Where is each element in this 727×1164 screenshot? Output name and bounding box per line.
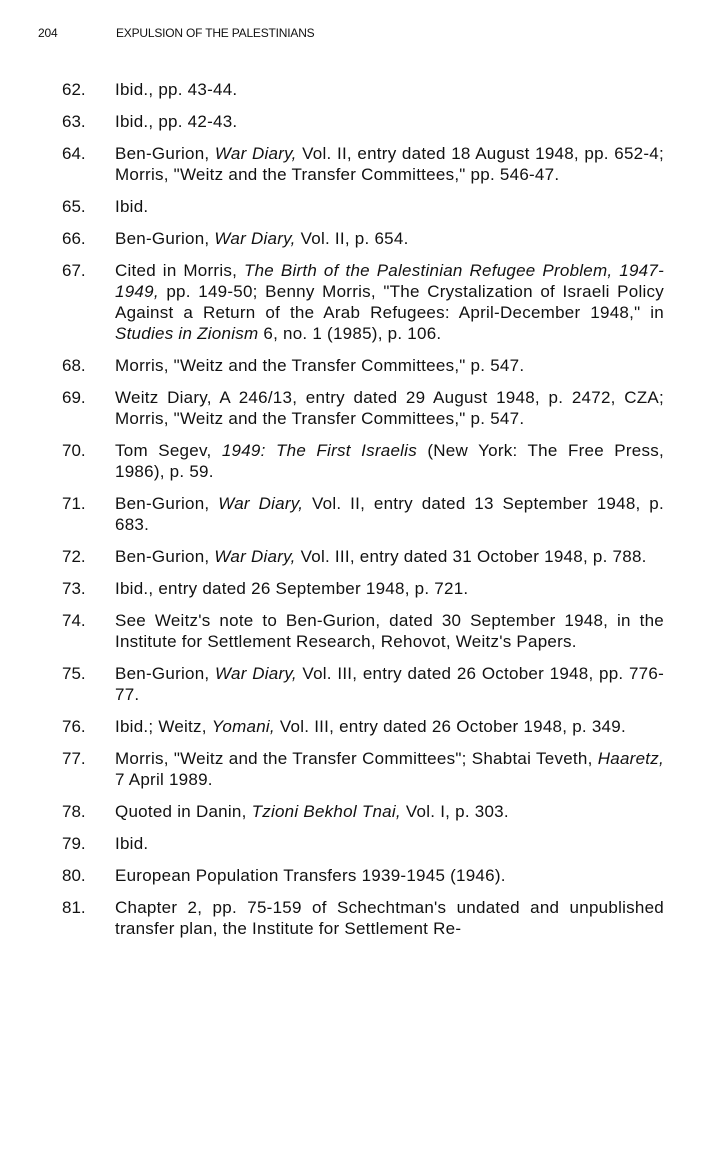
endnote-text bbox=[115, 228, 664, 249]
text-run: Tom Segev, bbox=[115, 441, 222, 460]
italic-title: Studies in Zionism bbox=[115, 324, 259, 343]
endnote bbox=[62, 663, 664, 705]
endnote bbox=[62, 228, 664, 249]
italic-title: Yomani, bbox=[211, 717, 275, 736]
text-run: Quoted in Danin, bbox=[115, 802, 252, 821]
endnote bbox=[62, 748, 664, 790]
endnote bbox=[62, 833, 664, 854]
text-run: (New York: The Free Press, 1986), p. 59. bbox=[115, 441, 664, 481]
endnote-text bbox=[115, 79, 664, 100]
text-run: pp. 149-50; Benny Morris, "The Crystalization of Israeli Policy Against a Return of the Arab Refugees: April-December 1948," in bbox=[115, 282, 664, 322]
text-run: 6, no. 1 (1985), p. 106. bbox=[258, 324, 442, 343]
endnote-text bbox=[115, 748, 664, 790]
endnote-number: 75. bbox=[62, 664, 86, 683]
text-run: Ben-Gurion, bbox=[115, 664, 215, 683]
endnote-text bbox=[115, 260, 664, 344]
italic-title: Tzioni Bekhol Tnai, bbox=[251, 802, 401, 821]
text-run: Cited in Morris, bbox=[115, 261, 244, 280]
endnote bbox=[62, 578, 664, 599]
text-run: Ibid., pp. 42-43. bbox=[115, 112, 238, 131]
endnote-number: 65. bbox=[62, 197, 86, 216]
endnote-text bbox=[115, 355, 664, 376]
endnote-number: 76. bbox=[62, 717, 86, 736]
text-run: Vol. III, entry dated 31 October 1948, p. 788. bbox=[295, 547, 647, 566]
endnote bbox=[62, 143, 664, 185]
endnote-number: 72. bbox=[62, 547, 86, 566]
endnote-text bbox=[115, 897, 664, 939]
text-run: Ben-Gurion, bbox=[115, 144, 215, 163]
endnote-text bbox=[115, 546, 664, 567]
text-run: Ibid., pp. 43-44. bbox=[115, 80, 238, 99]
text-run: See Weitz's note to Ben-Gurion, dated 30 September 1948, in the Institute for Settlement Research, Rehovot, Weitz's Papers. bbox=[115, 611, 664, 651]
text-run: Morris, "Weitz and the Transfer Committees," p. 547. bbox=[115, 356, 525, 375]
text-run: Ben-Gurion, bbox=[115, 547, 215, 566]
text-run: Ben-Gurion, bbox=[115, 229, 215, 248]
italic-title: War Diary, bbox=[218, 494, 304, 513]
text-run: Vol. I, p. 303. bbox=[400, 802, 509, 821]
endnote bbox=[62, 111, 664, 132]
endnote-text bbox=[115, 610, 664, 652]
endnote-number: 74. bbox=[62, 611, 86, 630]
endnote bbox=[62, 493, 664, 535]
endnote bbox=[62, 897, 664, 939]
text-run: Vol. III, entry dated 26 October 1948, pp. 776-77. bbox=[115, 664, 664, 704]
endnote-text bbox=[115, 196, 664, 217]
endnote bbox=[62, 716, 664, 737]
italic-title: War Diary, bbox=[214, 144, 297, 163]
endnote bbox=[62, 387, 664, 429]
endnote bbox=[62, 440, 664, 482]
endnote-number: 68. bbox=[62, 356, 86, 375]
text-run: Ibid., entry dated 26 September 1948, p. 721. bbox=[115, 579, 469, 598]
italic-title: 1949: The First Israelis bbox=[221, 441, 417, 460]
text-run: Vol. II, entry dated 13 September 1948, p. 683. bbox=[115, 494, 664, 534]
endnote-number: 63. bbox=[62, 112, 86, 131]
endnote-number: 64. bbox=[62, 144, 86, 163]
endnote-text bbox=[115, 801, 664, 822]
endnote-number: 62. bbox=[62, 80, 86, 99]
endnote-number: 78. bbox=[62, 802, 86, 821]
text-run: Morris, "Weitz and the Transfer Committees"; Shabtai Teveth, bbox=[115, 749, 598, 768]
italic-title: War Diary, bbox=[215, 664, 297, 683]
endnote-number: 77. bbox=[62, 749, 86, 768]
italic-title: War Diary, bbox=[214, 229, 296, 248]
text-run: Ibid. bbox=[115, 197, 149, 216]
endnote-number: 73. bbox=[62, 579, 86, 598]
text-run: 7 April 1989. bbox=[115, 770, 213, 789]
endnote bbox=[62, 546, 664, 567]
endnote-text bbox=[115, 387, 664, 429]
endnote bbox=[62, 610, 664, 652]
endnote-number: 80. bbox=[62, 866, 86, 885]
endnote-text bbox=[115, 578, 664, 599]
endnote bbox=[62, 260, 664, 344]
endnote-text bbox=[115, 833, 664, 854]
endnotes-list bbox=[62, 79, 664, 950]
running-title: EXPULSION OF THE PALESTINIANS bbox=[116, 26, 315, 40]
endnote-number: 79. bbox=[62, 834, 86, 853]
italic-title: The Birth of the Palestinian Refugee Problem, 1947-1949, bbox=[115, 261, 664, 301]
endnote-text bbox=[115, 143, 664, 185]
page-number: 204 bbox=[38, 26, 58, 40]
text-run: European Population Transfers 1939-1945 (1946). bbox=[115, 866, 506, 885]
text-run: Ibid. bbox=[115, 834, 149, 853]
endnote bbox=[62, 865, 664, 886]
endnote-text bbox=[115, 493, 664, 535]
text-run: Weitz Diary, A 246/13, entry dated 29 August 1948, p. 2472, CZA; Morris, "Weitz and the Transfer Committees," p. 547. bbox=[115, 388, 664, 428]
text-run: Ibid.; Weitz, bbox=[115, 717, 212, 736]
endnote-text bbox=[115, 865, 664, 886]
text-run: Chapter 2, pp. 75-159 of Schechtman's undated and unpublished transfer plan, the Institute for Settlement Re- bbox=[115, 898, 664, 938]
running-header bbox=[38, 26, 314, 40]
endnote-number: 70. bbox=[62, 441, 86, 460]
endnote-number: 81. bbox=[62, 898, 86, 917]
endnote-text bbox=[115, 663, 664, 705]
endnote bbox=[62, 196, 664, 217]
endnote-text bbox=[115, 111, 664, 132]
endnote bbox=[62, 79, 664, 100]
text-run: Vol. III, entry dated 26 October 1948, p. 349. bbox=[274, 717, 626, 736]
italic-title: War Diary, bbox=[214, 547, 296, 566]
text-run: Ben-Gurion, bbox=[115, 494, 219, 513]
italic-title: Haaretz, bbox=[597, 749, 664, 768]
endnote-text bbox=[115, 716, 664, 737]
endnote-number: 67. bbox=[62, 261, 86, 280]
endnote bbox=[62, 801, 664, 822]
endnote-number: 66. bbox=[62, 229, 86, 248]
text-run: Vol. II, p. 654. bbox=[295, 229, 409, 248]
endnote-number: 71. bbox=[62, 494, 86, 513]
endnote-text bbox=[115, 440, 664, 482]
endnote bbox=[62, 355, 664, 376]
text-run: Vol. II, entry dated 18 August 1948, pp. 652-4; Morris, "Weitz and the Transfer Committees," pp. 546-47. bbox=[115, 144, 664, 184]
endnote-number: 69. bbox=[62, 388, 86, 407]
